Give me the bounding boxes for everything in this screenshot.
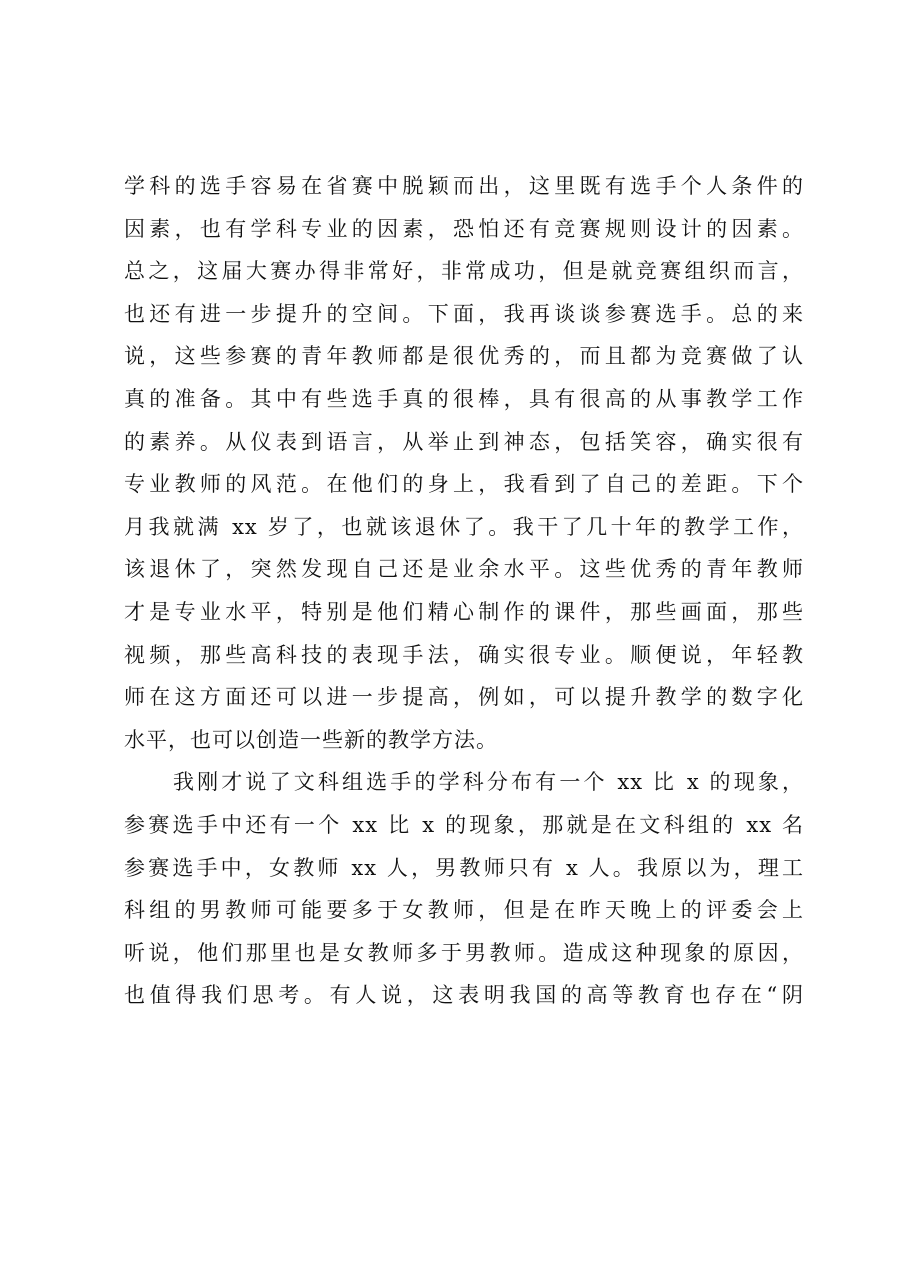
text-line: 我刚才说了文科组选手的学科分布有一个 xx 比 x 的现象， [173, 770, 804, 795]
text-line: 说，这些参赛的青年教师都是很优秀的，而且都为竞赛做了认 [124, 344, 804, 369]
text-line: 也还有进一步提升的空间。下面，我再谈谈参赛选手。总的来 [124, 301, 804, 326]
text-line: 总之，这届大赛办得非常好，非常成功，但是就竞赛组织而言， [124, 259, 804, 284]
text-line: 也值得我们思考。有人说，这表明我国的高等教育也存在“阴 [124, 983, 804, 1008]
text-line: 专业教师的风范。在他们的身上，我看到了自己的差距。下个 [124, 472, 804, 497]
text-line: 的素养。从仪表到语言，从举止到神态，包括笑容，确实很有 [124, 429, 804, 454]
text-line: 学科的选手容易在省赛中脱颖而出，这里既有选手个人条件的 [124, 174, 804, 198]
text-line: 月我就满 xx 岁了，也就该退休了。我干了几十年的教学工作， [124, 514, 804, 539]
text-line: 水平，也可以创造一些新的教学方法。 [124, 727, 498, 752]
body-text [124, 165, 804, 1017]
text-line: 才是专业水平，特别是他们精心制作的课件，那些画面，那些 [124, 599, 804, 624]
text-line: 科组的男教师可能要多于女教师，但是在昨天晚上的评委会上 [124, 898, 804, 923]
paragraph-1 [124, 165, 804, 761]
text-line: 因素，也有学科专业的因素，恐怕还有竞赛规则设计的因素。 [124, 216, 804, 241]
text-line: 师在这方面还可以进一步提高，例如，可以提升教学的数字化 [124, 685, 804, 710]
text-line: 该退休了，突然发现自己还是业余水平。这些优秀的青年教师 [124, 557, 804, 582]
text-line: 真的准备。其中有些选手真的很棒，具有很高的从事教学工作 [124, 386, 804, 411]
text-line: 参赛选手中，女教师 xx 人，男教师只有 x 人。我原以为，理工 [124, 855, 804, 880]
text-line: 参赛选手中还有一个 xx 比 x 的现象，那就是在文科组的 xx 名 [124, 812, 804, 837]
paragraph-2 [124, 761, 804, 1017]
text-line: 听说，他们那里也是女教师多于男教师。造成这种现象的原因， [124, 940, 804, 965]
text-line: 视频，那些高科技的表现手法，确实很专业。顺便说，年轻教 [124, 642, 804, 667]
